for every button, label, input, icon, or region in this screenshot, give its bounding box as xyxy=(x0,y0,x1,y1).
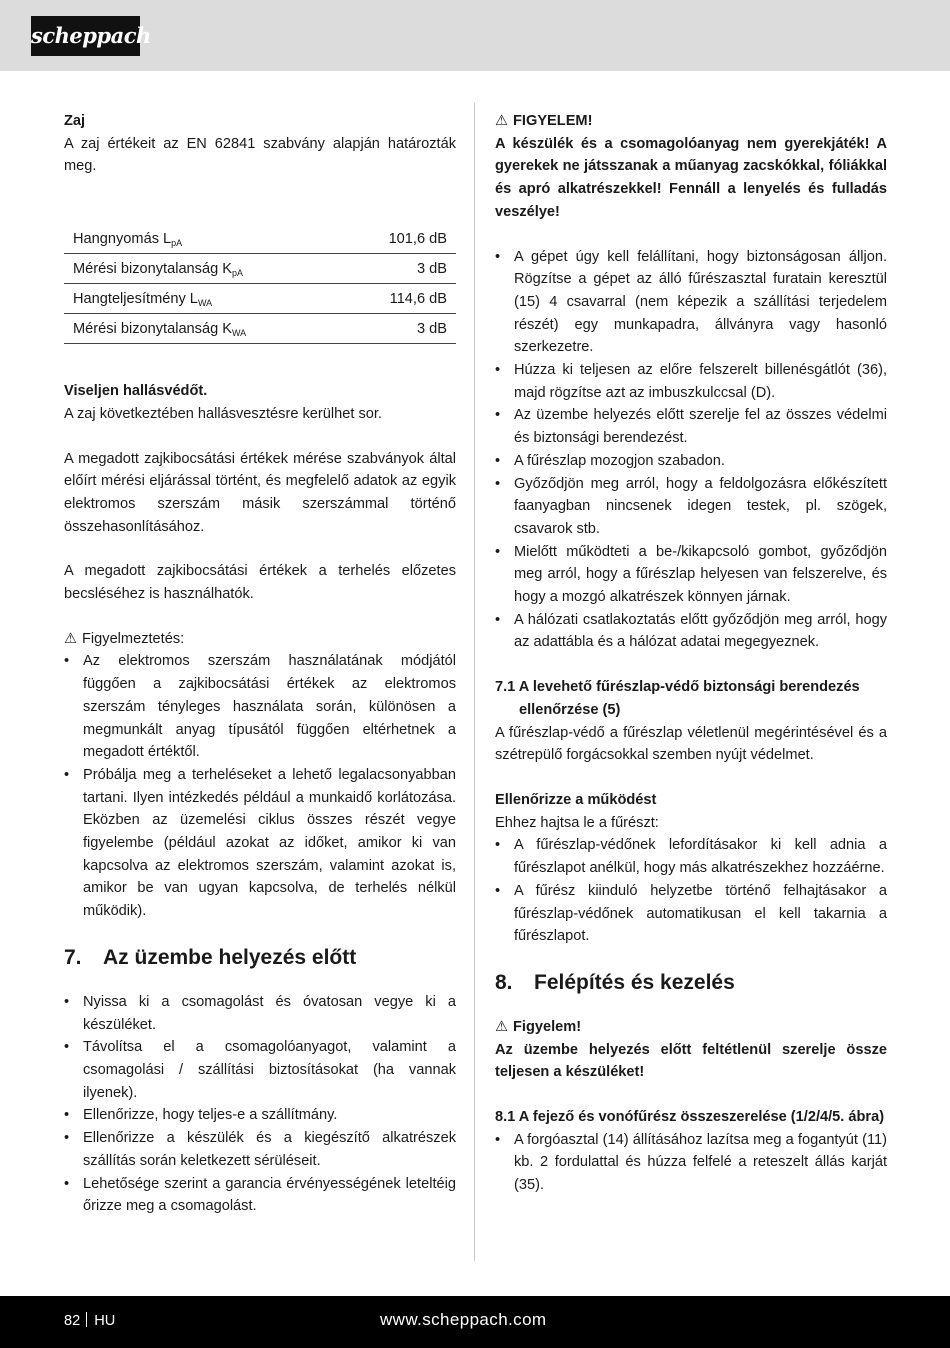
section-7-heading: 7. Az üzembe helyezés előtt xyxy=(64,945,357,969)
list-item: • A hálózati csatlakoztatás előtt győződjön meg arról, hogy az adattábla és a hálózat adatai megegyeznek. xyxy=(495,609,887,654)
list-item: • Nyissa ki a csomagolást és óvatosan vegye ki a készüléket. xyxy=(64,991,456,1036)
list-item: • A gépet úgy kell felállítani, hogy biztonságosan álljon. Rögzítse a gépet az álló fűrészasztal furatain keresztül (15) 4 csavarral (nem képezik a szállítási terjedelem részét) egy munkapadra, állványra vagy hasonló szerkezetre. xyxy=(495,246,887,360)
list-item: • A fűrészlap-védőnek lefordításakor ki kell adnia a fűrészlapot anélkül, hogy más alkatrészekhez hozzáérne. xyxy=(495,834,887,879)
noise-table xyxy=(64,224,456,344)
hearing-title: Viseljen hallásvédőt. xyxy=(64,383,208,400)
header-bar xyxy=(0,0,950,71)
list-item: • Távolítsa el a csomagolóanyagot, valamint a csomagolási / szállítási biztosításokat (ha vannak ilyenek). xyxy=(64,1036,456,1104)
table-cell-value: 114,6 dB xyxy=(344,284,456,314)
brand-logo: scheppach xyxy=(31,16,140,56)
attention-heading: ⚠ FIGYELEM! xyxy=(495,110,887,133)
section-8-1-list xyxy=(495,1129,887,1197)
attention-text: A készülék és a csomagolóanyag nem gyerekjáték! A gyerekek ne játsszanak a műanyag zacskókkal, fóliákkal és apró alkatrészekkel! Fennáll a lenyelés és fulladás veszélye! xyxy=(495,135,887,220)
table-cell-label: Mérési bizonytalanság $K_{WA}$ xyxy=(64,314,344,344)
list-item: • A forgóasztal (14) állításához lazítsa meg a fogantyút (11) kb. 2 fordulattal és húzza felfelé a reteszelt állás karját (35). xyxy=(495,1129,887,1197)
website-url[interactable]: www.scheppach.com xyxy=(380,1310,547,1329)
emission-paragraph-2: A megadott zajkibocsátási értékek a terhelés előzetes becsléséhez is használhatók. xyxy=(64,563,456,603)
check-title: Ellenőrizze a működést xyxy=(495,791,657,808)
hearing-text: A zaj következtében hallásvesztésre kerülhet sor. xyxy=(64,405,382,422)
section-7-1-heading: 7.1 A levehető fűrészlap-védő biztonsági berendezés ellenőrzése (5) xyxy=(495,679,860,718)
warning-icon: ⚠ xyxy=(495,1018,509,1035)
section-7-1-text: A fűrészlap-védő a fűrészlap véletlenül megérintésével és a szétrepülő forgácsokkal szemben nyújt védelmet. xyxy=(495,724,887,764)
list-item: • Ellenőrizze, hogy teljes-e a szállítmány. xyxy=(64,1104,456,1127)
section-8-heading: 8. Felépítés és kezelés xyxy=(495,970,735,994)
list-item: • Ellenőrizze a készülék és a kiegészítő alkatrészek szállítás során keletkezett sérüléseit. xyxy=(64,1127,456,1172)
list-item: • Mielőtt működteti a be-/kikapcsoló gombot, győződjön meg arról, hogy a fűrészlap helyesen van felszerelve, és hogy a mozgó alkatrészek könnyen járnak. xyxy=(495,541,887,609)
list-item: • Húzza ki teljesen az előre felszerelt billenésgátlót (36), majd rögzítse azt az imbuszkulccsal (D). xyxy=(495,359,887,404)
setup-list xyxy=(495,246,887,655)
warning-icon: ⚠ xyxy=(495,113,509,129)
note-heading: ⚠ Figyelem! xyxy=(495,1016,887,1039)
list-item: • Az elektromos szerszám használatának módjától függően a zajkibocsátási értékek az elektromos szerszám tényleges használata során, különösen a megmunkált anyag típusától függően eltérhetnek a megadott értéktől. xyxy=(64,650,456,764)
table-row xyxy=(64,314,456,344)
noise-title: Zaj xyxy=(64,113,86,129)
right-column xyxy=(495,110,887,1197)
page-indicator xyxy=(64,1310,115,1332)
check-intro: Ehhez hajtsa le a fűrészt: xyxy=(495,814,659,831)
footer-separator xyxy=(86,1312,87,1327)
page-number: 82 xyxy=(64,1313,81,1329)
language-code: HU xyxy=(94,1313,116,1329)
table-cell-value: 3 dB xyxy=(344,314,456,344)
check-list xyxy=(495,834,887,948)
left-column xyxy=(64,110,456,1218)
table-cell-label: Hangnyomás $L_{pA}$ xyxy=(64,224,344,254)
section-8-1-heading: 8.1 A fejező és vonófűrész összeszerelése (1/2/4/5. ábra) xyxy=(495,1109,885,1126)
warning-list xyxy=(64,650,456,922)
list-item: • Próbálja meg a terheléseket a lehető legalacsonyabban tartani. Ilyen intézkedés például a munkaidő korlátozása. Eközben az üzemelési ciklus összes részét vegye figyelembe (például azokat az időket, amikor ki van kapcsolva az elektromos szerszám, valamint azokat is, amikor be van ugyan kapcsolva, de terhelés nélkül működik). xyxy=(64,764,456,923)
table-row xyxy=(64,224,456,254)
table-row xyxy=(64,284,456,314)
warning-heading: ⚠ Figyelmeztetés: xyxy=(64,628,456,651)
column-divider xyxy=(474,103,475,1261)
warning-icon: ⚠ xyxy=(64,630,78,647)
list-item: • Lehetősége szerint a garancia érvényességének leteltéig őrizze meg a csomagolást. xyxy=(64,1173,456,1218)
emission-paragraph: A megadott zajkibocsátási értékek mérése szabványok által előírt mérési eljárással történt, és megfelelő adatok az egyik elektromos szerszám másik szerszámmal történő összehasonlításához. xyxy=(64,450,456,535)
list-item: • A fűrész kiinduló helyzetbe történő felhajtásakor a fűrészlap-védőnek automatikusan el kell takarnia a fűrészlapot. xyxy=(495,880,887,948)
table-cell-label: Mérési bizonytalanság $K_{pA}$ xyxy=(64,254,344,284)
list-item: • Az üzembe helyezés előtt szerelje fel az összes védelmi és biztonsági berendezést. xyxy=(495,404,887,449)
table-cell-value: 3 dB xyxy=(344,254,456,284)
section-7-list xyxy=(64,991,456,1218)
table-row xyxy=(64,254,456,284)
table-cell-value: 101,6 dB xyxy=(344,224,456,254)
list-item: • Győződjön meg arról, hogy a feldolgozásra előkészített faanyagban nincsenek idegen testek, pl. szögek, csavarok stb. xyxy=(495,473,887,541)
noise-intro: A zaj értékeit az EN 62841 szabvány alapján határozták meg. xyxy=(64,135,456,175)
footer-bar xyxy=(0,1296,950,1348)
list-item: • A fűrészlap mozogjon szabadon. xyxy=(495,450,887,473)
note-text: Az üzembe helyezés előtt feltétlenül szerelje össze teljesen a készüléket! xyxy=(495,1041,887,1081)
table-cell-label: Hangteljesítmény $L_{WA}$ xyxy=(64,284,344,314)
